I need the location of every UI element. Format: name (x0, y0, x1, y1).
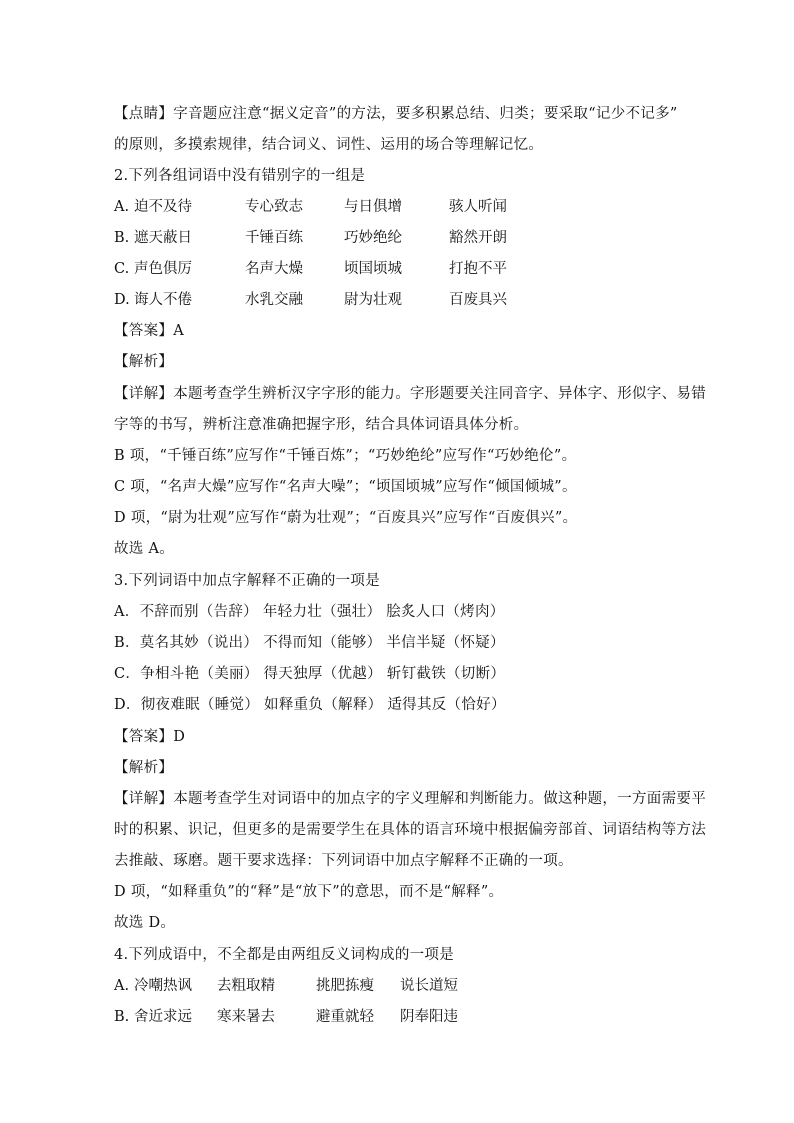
q2-detail-c: C 项，“名声大燥”应写作“名声大噪”；“顷国顷城”应写作“倾国倾城”。 (114, 479, 577, 495)
question-4-stem: 4.下列成语中，不全都是由两组反义词构成的一项是 (114, 947, 455, 963)
q2-analysis-heading: 【解析】 (114, 354, 174, 370)
q3-detail-line-2: 时的积累、识记，但更多的是需要学生在具体的语言环境中根据偏旁部首、词语结构等方法 (114, 822, 706, 838)
q3-detail-line-1: 【详解】本题考查学生对词语中的加点字的字义理解和判断能力。做这种题，一方面需要平 (114, 791, 706, 807)
q3-option-a: A．不辞而别（告辞） 年轻力壮（强壮） 脍炙人口（烤肉） (114, 604, 505, 620)
q3-detail-d: D 项，“如释重负”的“释”是“放下”的意思，而不是“解释”。 (114, 884, 504, 900)
q2-detail-b: B 项，“千锤百练”应写作“千锤百炼”；“巧妙绝纶”应写作“巧妙绝伦”。 (114, 448, 577, 464)
document-page: 【点睛】字音题应注意“据义定音”的方法，要多积累总结、归类；要采取“记少不记多” 的原则，多摸索规律，结合词义、词性、运用的场合等理解记忆。 2.下列各组词语中没有错别字的一组是 A. 迫不及待 专心致志 与日俱增 骇人听闻 B. 遮天蔽日 千锤百练 巧妙绝纶 豁然开朗 C. 声色俱厉 名声大燥 顷国顷城 打抱不平 D. 诲人不倦 水乳交融 尉为壮观 百废具兴 【答案】A 【解析】 【详解】本题考查学生辨析汉字字形的能力。字形题要关注同音字、异体字、形似字、易错 字等的书写，辨析注意准确把握字形，结合具体词语具体分析。 B 项，“千锤百练”应写作“千锤百炼”；“巧妙绝纶”应写作“巧妙绝伦”。 C 项，“名声大燥”应写作“名声大噪”；“顷国顷城”应写作“倾国倾城”。 D 项，“尉为壮观”应写作“蔚为壮观”；“百废具兴”应写作“百废俱兴”。 故选 A。 3.下列词语中加点字解释不正确的一项是 A．不辞而别（告辞） 年轻力壮（强壮） 脍炙人口（烤肉） B．莫名其妙（说出） 不得而知（能够） 半信半疑（怀疑） C．争相斗艳（美丽） 得天独厚（优越） 斩钉截铁（切断） D．彻夜难眠（睡觉） 如释重负（解释） 适得其反（恰好） 【答案】D 【解析】 【详解】本题考查学生对词语中的加点字的字义理解和判断能力。做这种题，一方面需要平 时的积累、识记，但更多的是需要学生在具体的语言环境中根据偏旁部首、词语结构等方法 去推敲、琢磨。题干要求选择：下列词语中加点字解释不正确的一项。 D 项，“如释重负”的“释”是“放下”的意思，而不是“解释”。 故选 D。 4.下列成语中，不全都是由两组反义词构成的一项是 A. 冷嘲热讽 去粗取精 挑肥拣瘦 说长道短 B. 舍近求远 寒来暑去 避重就轻 阴奉阳违 (114, 106, 706, 1025)
note-line-1: 【点睛】字音题应注意“据义定音”的方法，要多积累总结、归类；要采取“记少不记多” (114, 106, 678, 122)
q2-detail-line-2: 字等的书写，辨析注意准确把握字形，结合具体词语具体分析。 (114, 417, 529, 433)
q2-conclusion: 故选 A。 (114, 541, 175, 557)
q3-option-c: C．争相斗艳（美丽） 得天独厚（优越） 斩钉截铁（切断） (114, 666, 506, 682)
q3-conclusion: 故选 D。 (114, 915, 176, 931)
q2-answer: 【答案】A (114, 323, 184, 339)
note-line-2: 的原则，多摸索规律，结合词义、词性、运用的场合等理解记忆。 (114, 137, 544, 153)
question-2-stem: 2.下列各组词语中没有错别字的一组是 (114, 168, 366, 184)
q3-detail-line-3: 去推敲、琢磨。题干要求选择：下列词语中加点字解释不正确的一项。 (114, 853, 573, 869)
question-3-stem: 3.下列词语中加点字解释不正确的一项是 (114, 573, 381, 589)
q3-answer: 【答案】D (114, 729, 186, 745)
q3-option-b: B．莫名其妙（说出） 不得而知（能够） 半信半疑（怀疑） (114, 635, 505, 651)
q3-option-d: D．彻夜难眠（睡觉） 如释重负（解释） 适得其反（恰好） (114, 697, 506, 713)
q3-analysis-heading: 【解析】 (114, 760, 174, 776)
q2-detail-d: D 项，“尉为壮观”应写作“蔚为壮观”；“百废具兴”应写作“百废俱兴”。 (114, 510, 578, 526)
q2-detail-line-1: 【详解】本题考查学生辨析汉字字形的能力。字形题要关注同音字、异体字、形似字、易错 (114, 386, 706, 402)
